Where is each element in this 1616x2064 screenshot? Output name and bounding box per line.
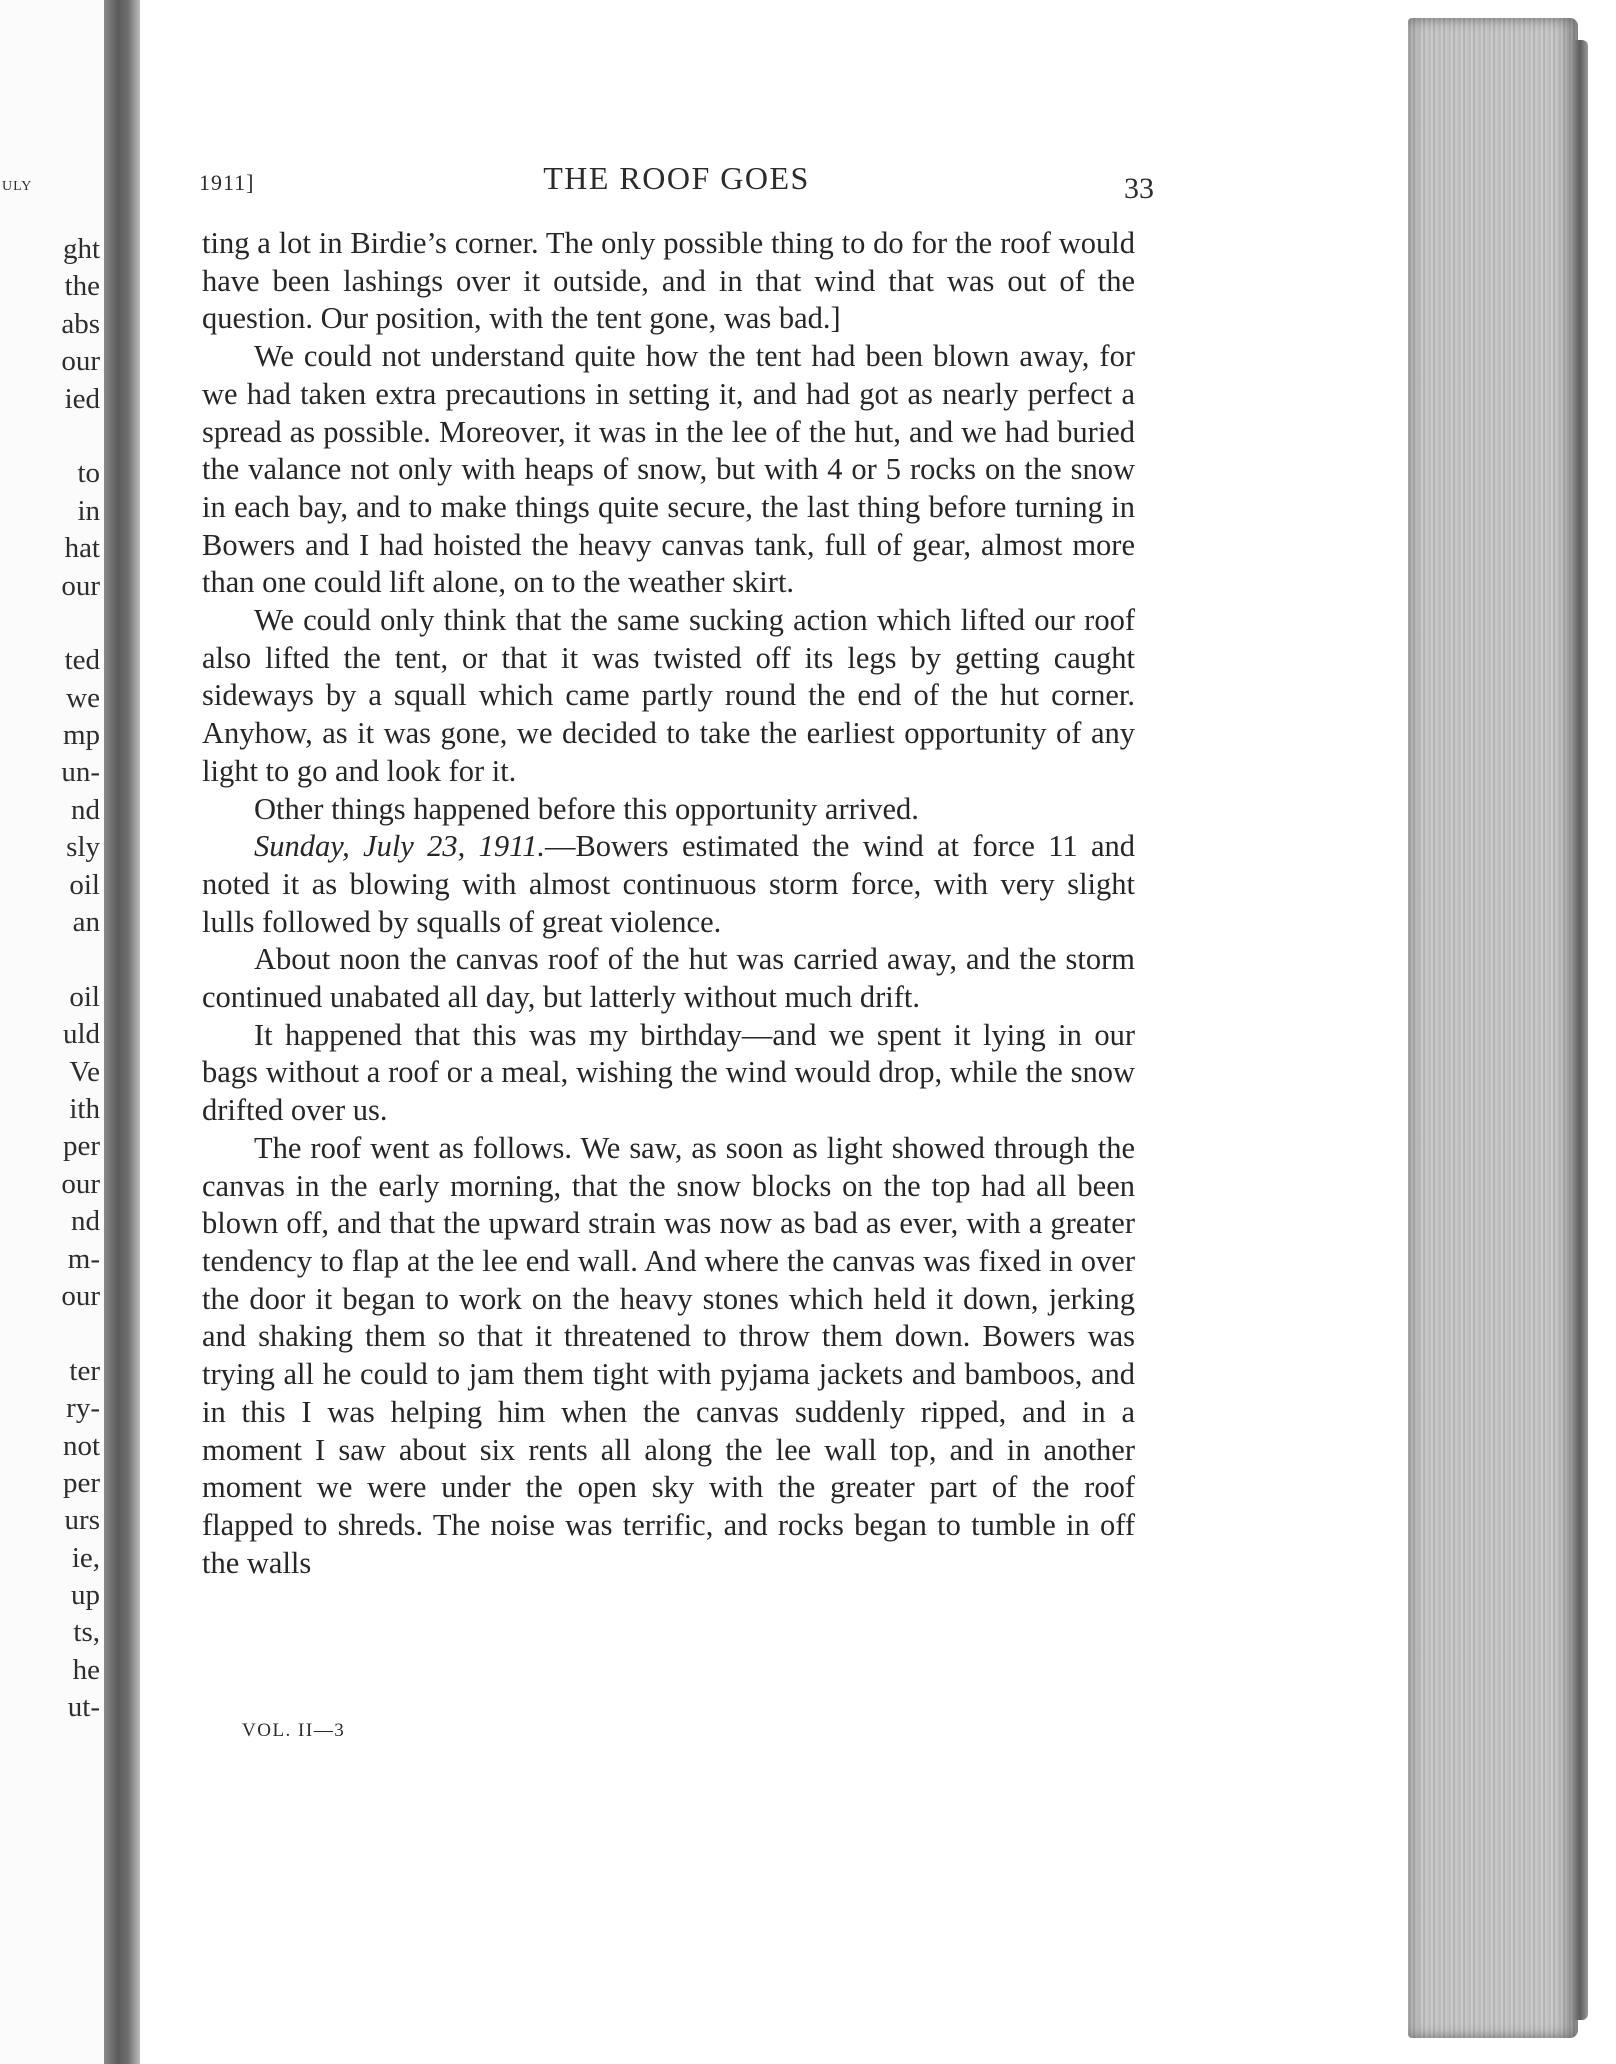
signature-mark: VOL. II—3 [242, 1720, 346, 1741]
paragraph-text: We could not understand quite how the tent had been blown away, for we had taken extra precautions in setting it, and had got as nearly perfect a spread as possible. Moreover, it was in the lee of the hut, and we had buried the valance not only with heaps of snow, but with 4 or 5 rocks on the snow in each bay, and to make things quite secure, the last thing before turning in Bowers and I had hoisted the heavy canvas tank, full of gear, almost more than one could lift alone, on to the weather skirt. [202, 339, 1135, 600]
left-fragment: our [61, 1167, 100, 1200]
left-fragment: urs [64, 1504, 100, 1537]
left-fragment: un- [61, 756, 100, 789]
left-fragment: we [66, 681, 100, 714]
left-fragment: hat [64, 532, 100, 565]
paragraph-text: The roof went as follows. We saw, as soon as light showed through the canvas in the early morning, that the snow blocks on the top had all been blown off, and that the upward strain was now as bad as ever, with a greater tendency to flap at the lee end wall. And where the canvas was fixed in over the door it began to work on the heavy stones which held it down, jerking and shaking them so that it threatened to throw them down. Bowers was trying all he could to jam them tight with pyjama jackets and bamboos, and in this I was helping him when the canvas suddenly ripped, and in a moment I saw about six rents all along the lee wall top, and in another moment we were under the open sky with the greater part of the roof flapped to shreds. The noise was terrific, and rocks began to tumble in off the walls [202, 1130, 1135, 1580]
left-fragment: abs [61, 307, 100, 340]
left-fragment: ry- [66, 1392, 100, 1425]
body-text [202, 225, 1135, 1582]
paragraph-text: ting a lot in Birdie’s corner. The only possible thing to do for the roof would have been lashings over it outside, and in that wind that was out of the question. Our position, with the tent gone, was bad.] [202, 226, 1135, 336]
left-fragment: our [61, 569, 100, 602]
left-fragment: m- [67, 1242, 100, 1275]
left-fragment: Ve [69, 1055, 100, 1088]
paragraph-text: We could only think that the same sucking action which lifted our roof also lifted the tent, or that it was twisted off its legs by getting caught sideways by a squall which came partly round the end of the hut corner. Anyhow, as it was gone, we decided to take the earliest opportunity of any light to go and look for it. [202, 603, 1135, 788]
left-fragment: sly [66, 831, 100, 864]
paragraph-text: It happened that this was my birthday—and we spent it lying in our bags without a roof or a meal, wishing the wind would drop, while the snow drifted over us. [202, 1017, 1135, 1128]
left-fragment: our [61, 345, 100, 378]
book-page [144, 0, 1400, 2064]
running-head-year: 1911] [199, 170, 255, 195]
paragraph-text: About noon the canvas roof of the hut was carried away, and the storm continued unabated all day, but latterly without much drift. [202, 942, 1135, 1015]
left-fragment: an [72, 906, 100, 939]
left-fragment: ter [69, 1354, 100, 1387]
left-fragment [48, 606, 100, 643]
left-fragment: uld [62, 1018, 100, 1051]
left-fragment [48, 1316, 100, 1353]
left-fragment: ght [62, 233, 100, 265]
left-running-head: ULY [2, 179, 33, 194]
left-fragment: nd [71, 793, 100, 826]
left-fragment: he [72, 1653, 100, 1686]
paragraph [202, 225, 1135, 338]
paragraph [202, 1017, 1135, 1130]
left-fragment: per [62, 1466, 100, 1499]
paragraph [202, 791, 1135, 829]
paragraph [202, 1130, 1135, 1582]
paragraph [202, 338, 1135, 602]
left-fragment: nd [71, 1205, 100, 1238]
left-fragment: ith [69, 1092, 100, 1125]
left-fragment: per [62, 1130, 100, 1163]
left-fragment [48, 419, 100, 456]
book-gutter [104, 0, 140, 2064]
page-block [1408, 18, 1578, 2038]
left-page-lines [48, 232, 100, 1728]
left-fragment: ie, [71, 1541, 100, 1574]
left-fragment: to [77, 457, 100, 490]
left-fragment: in [77, 494, 100, 527]
left-fragment: ted [64, 644, 100, 677]
left-page-edge [0, 0, 140, 2064]
left-fragment: the [64, 270, 100, 303]
running-head-title: THE ROOF GOES [543, 160, 810, 196]
paragraph [202, 828, 1135, 941]
book-cover-edge [1572, 40, 1588, 2020]
book-fore-edge [1400, 0, 1616, 2064]
page-header [199, 160, 1154, 210]
left-fragment: ied [64, 382, 100, 415]
left-fragment: ts, [73, 1616, 100, 1649]
left-fragment: oil [69, 868, 100, 901]
left-fragment: mp [62, 719, 100, 752]
left-fragment [48, 942, 100, 979]
left-fragment: not [62, 1429, 100, 1462]
paragraph-text: Other things happened before this opportunity arrived. [254, 791, 919, 826]
left-fragment: oil [69, 980, 100, 1013]
paragraph-text: —Bowers estimated the wind at force 11 and noted it as blowing with almost continuous storm force, with very slight lulls followed by squalls of great violence. [202, 829, 1135, 939]
left-fragment: ut- [67, 1691, 100, 1724]
left-fragment: our [61, 1279, 100, 1312]
paragraph [202, 602, 1135, 791]
left-fragment: up [71, 1579, 100, 1612]
page-number: 33 [1124, 172, 1154, 205]
paragraph [202, 941, 1135, 1016]
diary-date: Sunday, July 23, 1911. [254, 829, 545, 864]
